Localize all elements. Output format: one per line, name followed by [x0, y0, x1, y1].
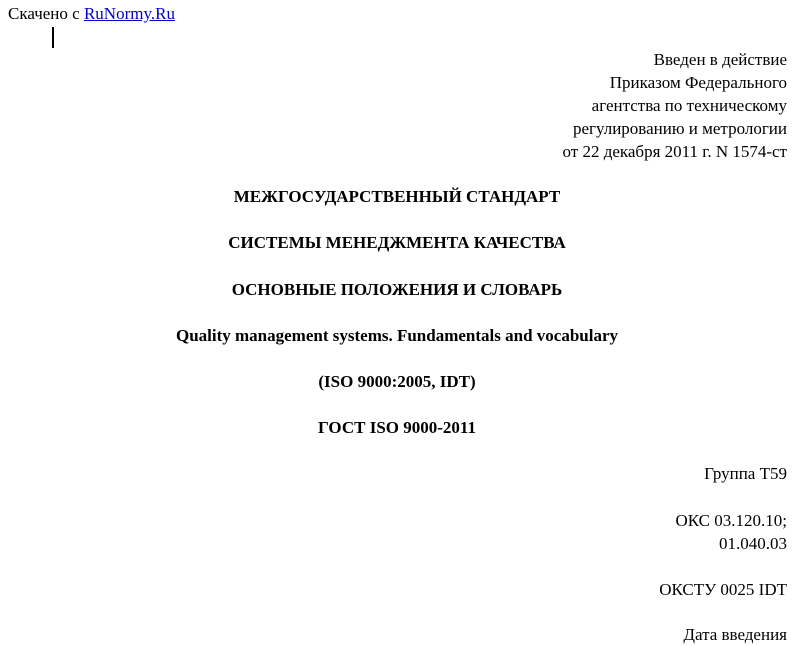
text-cursor: [52, 27, 54, 48]
iso-reference: (ISO 9000:2005, IDT): [318, 372, 476, 391]
enactment-line: агентства по техническому: [591, 96, 787, 115]
okstu-code: ОКСТУ 0025 IDT: [659, 580, 787, 599]
oks-code-2: 01.040.03: [719, 534, 787, 553]
gost-code: ГОСТ ISO 9000-2011: [318, 418, 476, 437]
title-ru-line-2: ОСНОВНЫЕ ПОЛОЖЕНИЯ И СЛОВАРЬ: [231, 280, 563, 299]
group-code: Группа Т59: [704, 464, 787, 483]
source-line: [8, 4, 175, 24]
intro-date-label: Дата введения: [683, 625, 787, 644]
oks-code-1: ОКС 03.120.10;: [675, 511, 787, 530]
source-link[interactable]: RuNormy.Ru: [83, 4, 175, 23]
standard-type-heading: МЕЖГОСУДАРСТВЕННЫЙ СТАНДАРТ: [233, 187, 561, 206]
title-en: Quality management systems. Fundamentals and vocabulary: [175, 326, 619, 345]
source-prefix: Скачено с: [8, 4, 84, 23]
enactment-block: [562, 48, 787, 163]
enactment-line: от 22 декабря 2011 г. N 1574-ст: [562, 142, 787, 161]
enactment-line: Приказом Федерального: [609, 73, 787, 92]
enactment-line: регулированию и метрологии: [572, 119, 787, 138]
title-ru-line-1: СИСТЕМЫ МЕНЕДЖМЕНТА КАЧЕСТВА: [228, 233, 566, 252]
enactment-line: Введен в действие: [653, 50, 787, 69]
